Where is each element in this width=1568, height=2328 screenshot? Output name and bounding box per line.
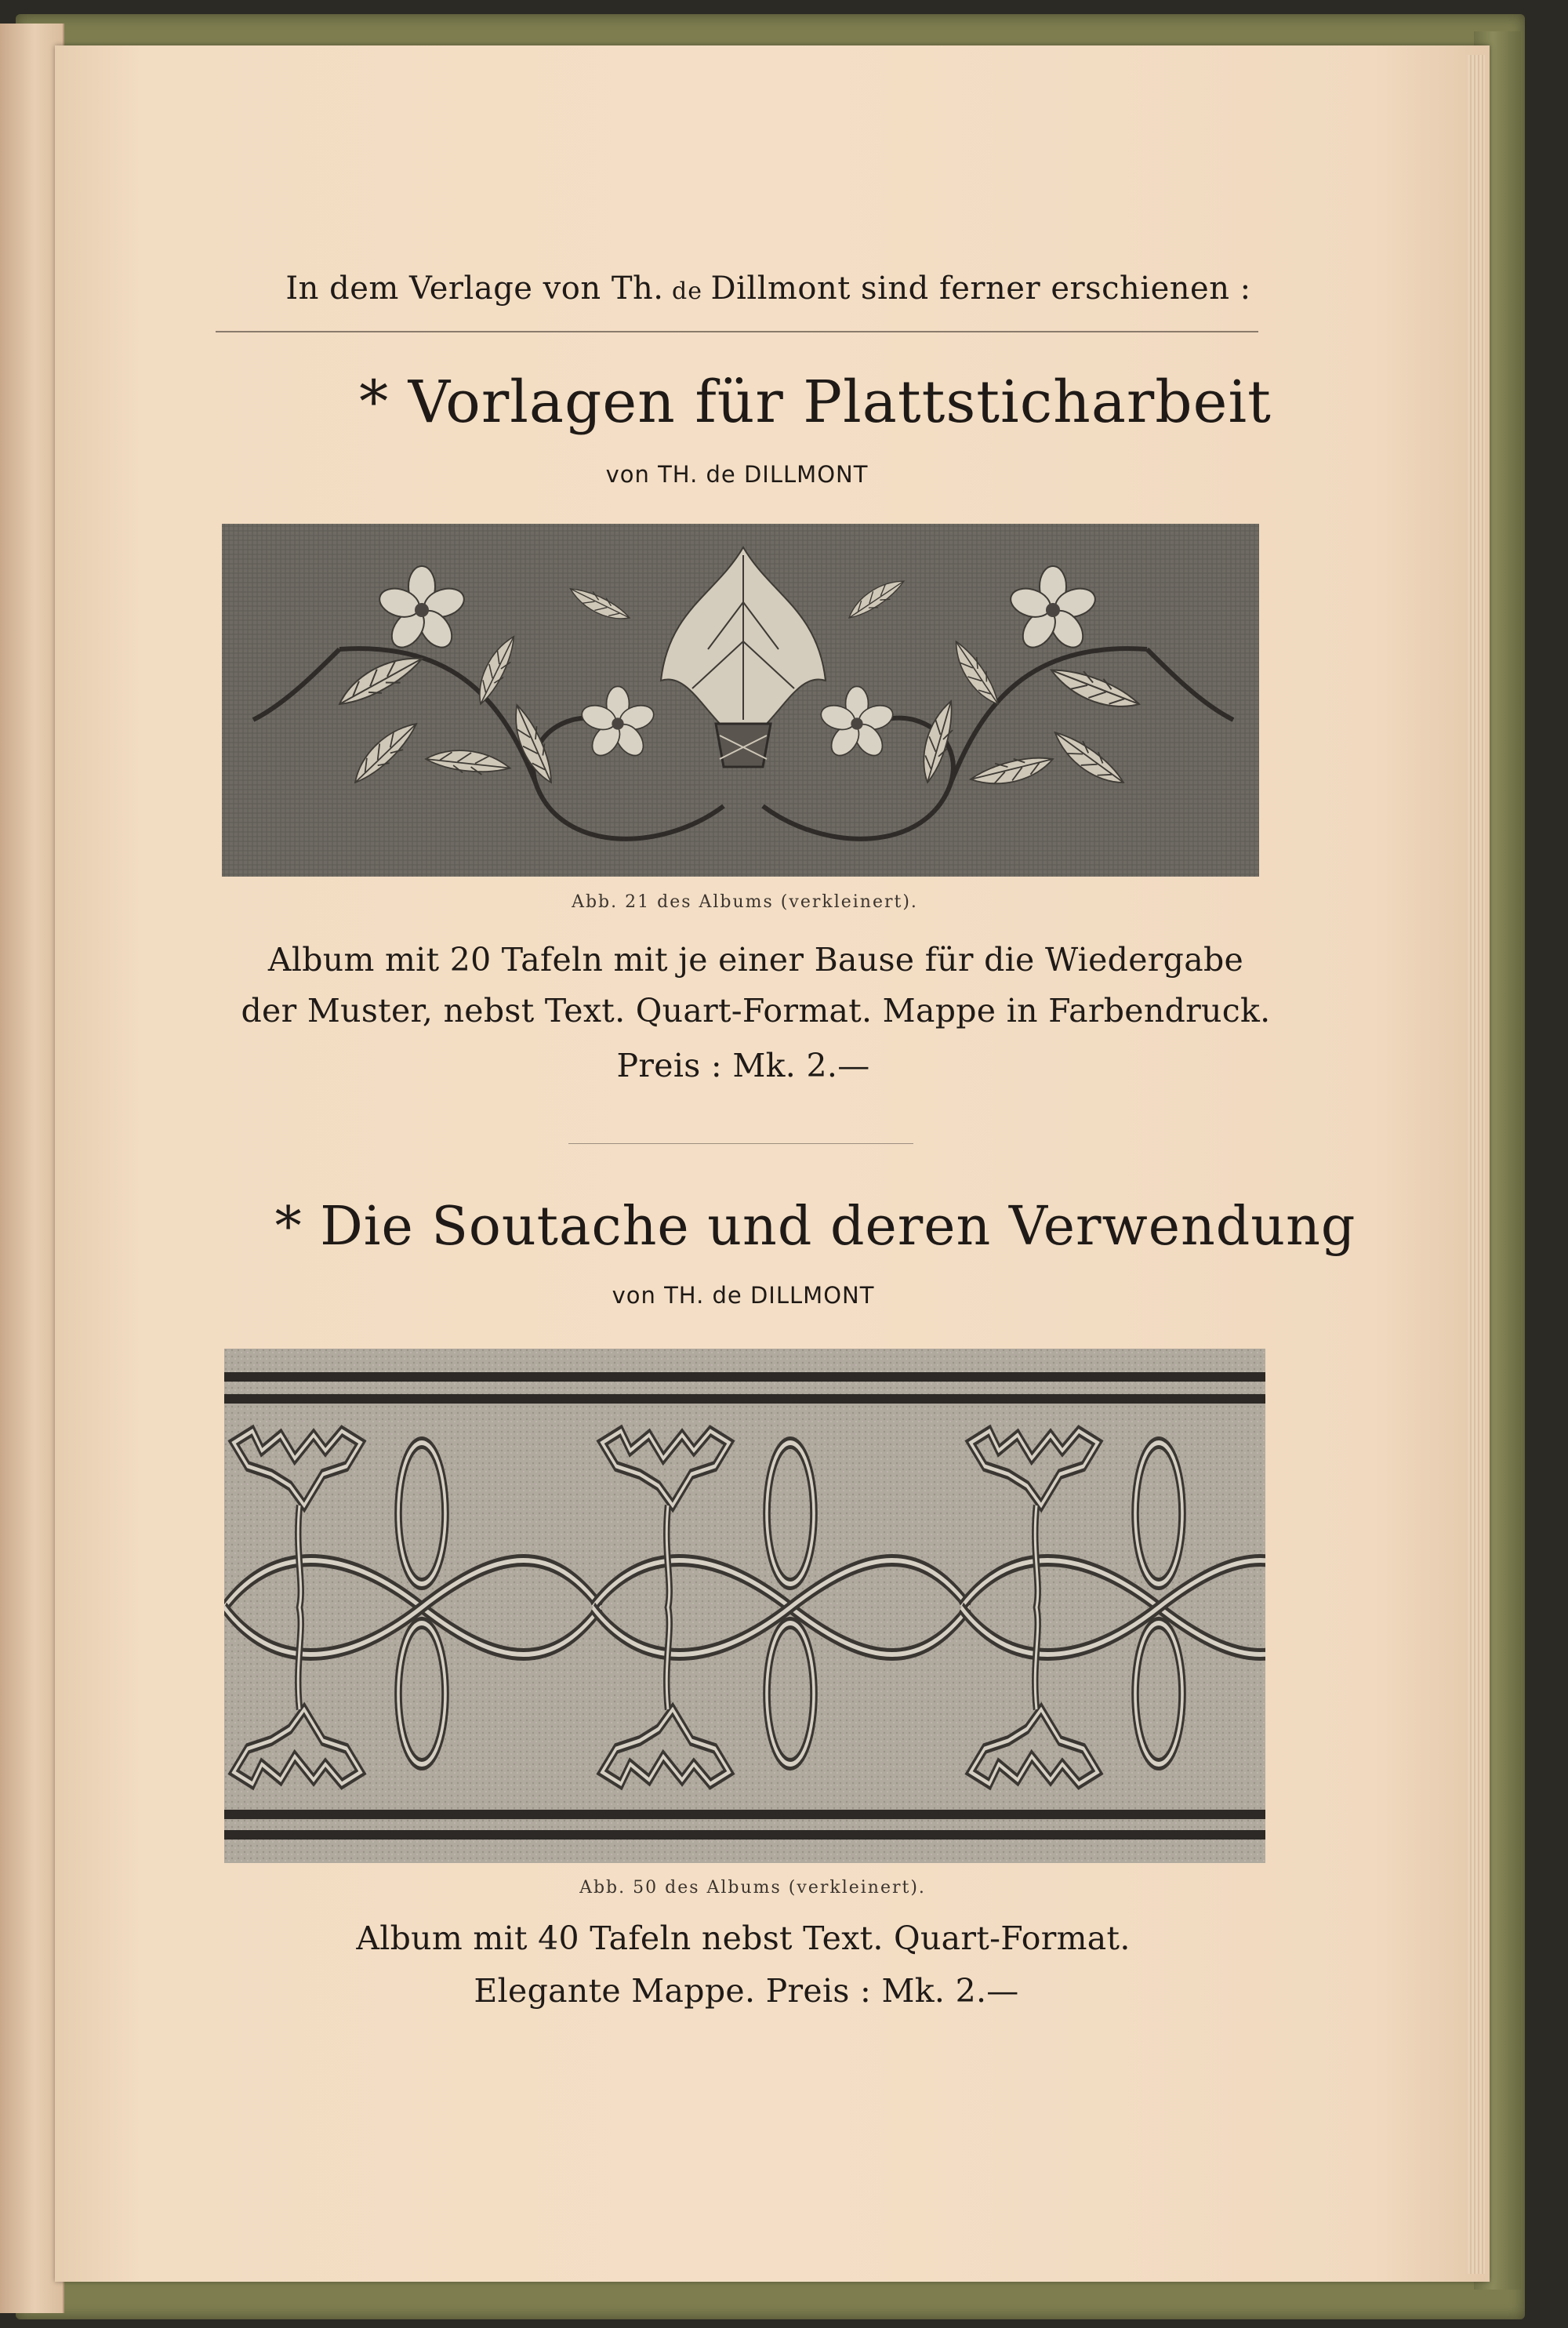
publisher-intro: In dem Verlage von Th. de Dillmont sind ferner erschienen : bbox=[285, 271, 1251, 307]
embroidered-floral-ornament-icon bbox=[222, 524, 1259, 877]
publisher-th: Th. bbox=[611, 271, 664, 307]
book2-caption: Abb. 50 des Albums (verkleinert). bbox=[579, 1878, 926, 1898]
book1-description-line2: der Muster, nebst Text. Quart-Format. Mappe in Farbendruck. bbox=[241, 992, 1271, 1030]
book1-figure bbox=[222, 524, 1259, 877]
book2-title: * Die Soutache und deren Verwendung bbox=[274, 1196, 1356, 1258]
book2-byline: von TH. de DILLMONT bbox=[612, 1282, 875, 1309]
section-divider bbox=[568, 1143, 913, 1144]
publisher-name: Dillmont bbox=[710, 271, 851, 307]
publisher-de: de bbox=[663, 278, 711, 305]
book2-figure bbox=[224, 1349, 1265, 1863]
book1-byline: von TH. de DILLMONT bbox=[605, 461, 869, 488]
book1-price: Preis : Mk. 2.— bbox=[616, 1047, 870, 1084]
book1-description-line1: Album mit 20 Tafeln mit je einer Bause für die Wiedergabe bbox=[267, 941, 1244, 979]
book1-caption: Abb. 21 des Albums (verkleinert). bbox=[572, 892, 918, 912]
book2-description-line2: Elegante Mappe. Preis : Mk. 2.— bbox=[474, 1972, 1019, 2010]
header-rule bbox=[216, 331, 1258, 332]
book2-description-line1: Album mit 40 Tafeln nebst Text. Quart-Format. bbox=[356, 1919, 1131, 1957]
book1-title: * Vorlagen für Plattsticharbeit bbox=[359, 369, 1272, 436]
soutache-braid-border-icon bbox=[224, 1349, 1265, 1863]
